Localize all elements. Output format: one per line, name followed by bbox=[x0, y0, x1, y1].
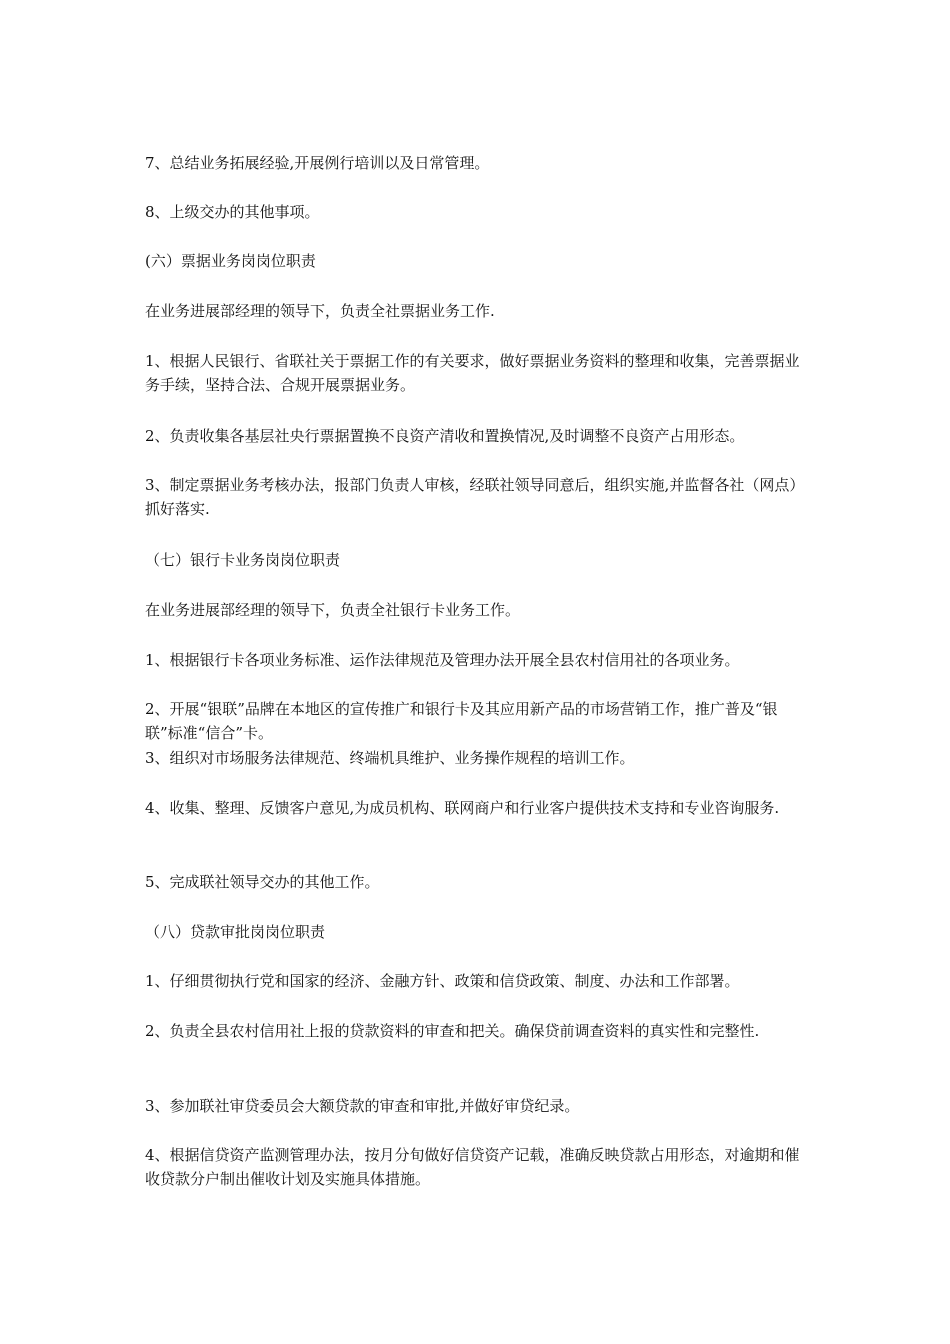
paragraph-loan-item-4: 4、根据信贷资产监测管理办法，按月分旬做好信贷资产记载，准确反映贷款占用形态，对逾期和催收贷款分户制出催收计划及实施具体措施。 bbox=[145, 1146, 800, 1188]
paragraph-item-8-other: 8、上级交办的其他事项。 bbox=[145, 203, 320, 221]
paragraph-card-intro: 在业务进展部经理的领导下，负责全社银行卡业务工作。 bbox=[145, 601, 521, 619]
paragraph-card-item-4: 4、收集、整理、反馈客户意见,为成员机构、联网商户和行业客户提供技术支持和专业咨询服务. bbox=[145, 799, 780, 817]
paragraph-card-item-2: 2、开展“银联”品牌在本地区的宣传推广和银行卡及其应用新产品的市场营销工作，推广普及“银联”标准“信合”卡。 bbox=[145, 700, 778, 742]
paragraph-loan-item-3: 3、参加联社审贷委员会大额贷款的审查和审批,并做好审贷纪录。 bbox=[145, 1097, 580, 1115]
paragraph-loan-item-1: 1、仔细贯彻执行党和国家的经济、金融方针、政策和信贷政策、制度、办法和工作部署。 bbox=[145, 972, 740, 990]
section-heading-bill-business: (六）票据业务岗岗位职责 bbox=[145, 252, 316, 270]
paragraph-loan-item-2: 2、负责全县农村信用社上报的贷款资料的审查和把关。确保贷前调查资料的真实性和完整性. bbox=[145, 1022, 760, 1040]
paragraph-bill-item-2: 2、负责收集各基层社央行票据置换不良资产清收和置换情况,及时调整不良资产占用形态。 bbox=[145, 427, 745, 445]
paragraph-card-item-5: 5、完成联社领导交办的其他工作。 bbox=[145, 873, 380, 891]
paragraph-card-item-1: 1、根据银行卡各项业务标准、运作法律规范及管理办法开展全县农村信用社的各项业务。 bbox=[145, 651, 740, 669]
paragraph-bill-item-3: 3、制定票据业务考核办法，报部门负责人审核，经联社领导同意后，组织实施,并监督各社（网点）抓好落实. bbox=[145, 476, 805, 518]
section-heading-bank-card: （七）银行卡业务岗岗位职责 bbox=[145, 551, 341, 569]
paragraph-card-item-3: 3、组织对市场服务法律规范、终端机具维护、业务操作规程的培训工作。 bbox=[145, 749, 635, 767]
paragraph-bill-item-1: 1、根据人民银行、省联社关于票据工作的有关要求，做好票据业务资料的整理和收集，完善票据业务手续，坚持合法、合规开展票据业务。 bbox=[145, 352, 800, 394]
paragraph-bill-intro: 在业务进展部经理的领导下，负责全社票据业务工作. bbox=[145, 302, 495, 320]
section-heading-loan-approval: （八）贷款审批岗岗位职责 bbox=[145, 923, 326, 941]
paragraph-item-7-summary: 7、总结业务拓展经验,开展例行培训以及日常管理。 bbox=[145, 154, 490, 172]
